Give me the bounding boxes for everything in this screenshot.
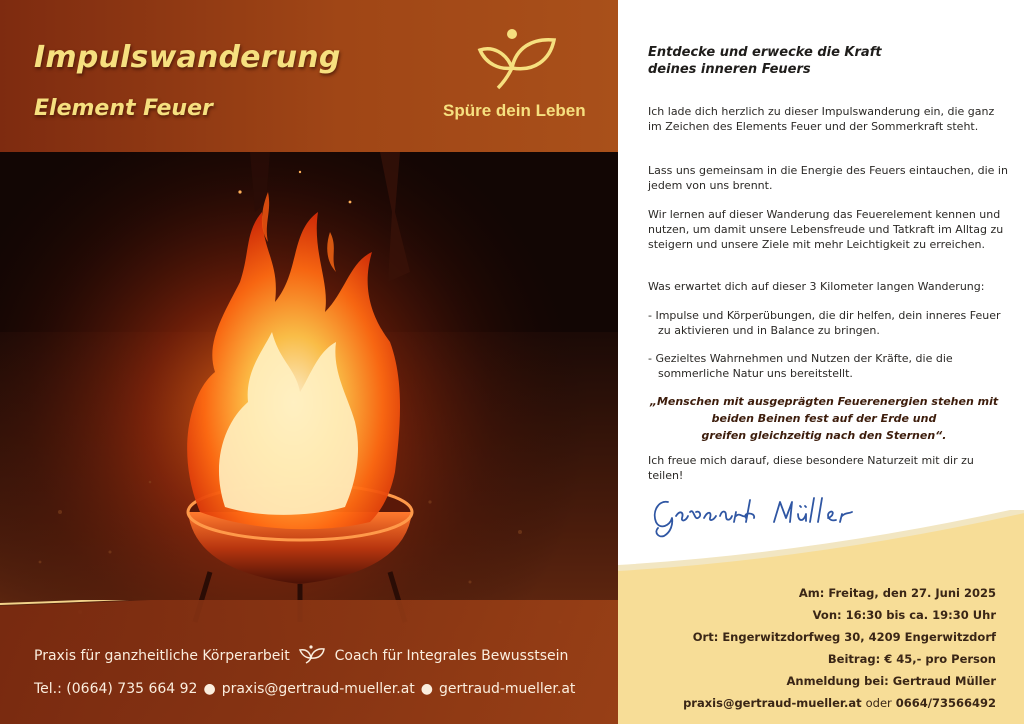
- flyer-title: Impulswanderung: [34, 40, 341, 75]
- lead-line-2: deines inneren Feuers: [648, 62, 811, 77]
- quote-line-2: beiden Beinen fest auf der Erde und: [711, 412, 937, 425]
- footer-contact: [34, 681, 575, 697]
- quote-line-1: „Menschen mit ausgeprägten Feuerenergien stehen mit: [649, 395, 999, 408]
- contact-or-text: oder: [865, 696, 892, 710]
- bullet-exercises: - Impulse und Körperübungen, die dir helfen, dein inneres Feuer zu aktivieren und in Balance zu bringen.: [648, 309, 1001, 337]
- practice-text: Praxis für ganzheitliche Körperarbeit: [34, 648, 290, 664]
- website-link[interactable]: gertraud-mueller.at: [439, 681, 576, 697]
- lead-line-1: Entdecke und erwecke die Kraft: [648, 45, 882, 60]
- event-time: Von: 16:30 bis ca. 19:30 Uhr: [812, 608, 996, 622]
- event-location: Ort: Engerwitzdorfweg 30, 4209 Engerwitzdorf: [692, 630, 996, 644]
- coach-text: Coach für Integrales Bewusstsein: [334, 648, 569, 664]
- separator-dot: ●: [420, 681, 433, 697]
- sprout-heart-mini-icon: [298, 644, 326, 664]
- flyer-right-panel: [618, 0, 1024, 724]
- quote: [648, 393, 1000, 444]
- event-date: Am: Freitag, den 27. Juni 2025: [798, 586, 996, 600]
- paragraph-expectations: Was erwartet dich auf dieser 3 Kilometer langen Wanderung:: [648, 280, 985, 293]
- flyer-subtitle: Element Feuer: [34, 96, 213, 121]
- event-fee: Beitrag: € 45,- pro Person: [827, 652, 996, 666]
- event-registration: Anmeldung bei: Gertraud Müller: [786, 674, 996, 688]
- lead-heading: [648, 44, 1008, 78]
- email-link[interactable]: praxis@gertraud-mueller.at: [221, 681, 415, 697]
- handwritten-signature: [646, 488, 876, 540]
- paragraph-closing: Ich freue mich darauf, diese besondere Naturzeit mit dir zu teilen!: [648, 454, 974, 482]
- footer-services: [34, 644, 568, 664]
- sprout-heart-logo-icon: [470, 22, 560, 92]
- bullet-nature: - Gezieltes Wahrnehmen und Nutzen der Kräfte, die die sommerliche Natur uns bereitstellt.: [648, 352, 953, 380]
- phone-text: Tel.: (0664) 735 664 92: [34, 681, 198, 697]
- paragraph-energy: Lass uns gemeinsam in die Energie des Feuers eintauchen, die in jedem von uns brennt.: [648, 164, 1008, 192]
- separator-dot: ●: [203, 681, 216, 697]
- contact-phone-link[interactable]: 0664/73566492: [895, 696, 996, 710]
- contact-email-link[interactable]: praxis@gertraud-mueller.at: [683, 696, 862, 710]
- paragraph-invitation: Ich lade dich herzlich zu dieser Impulswanderung ein, die ganz im Zeichen des Elements Feuer und der Sommerkraft steht.: [648, 105, 995, 133]
- event-contact: [616, 696, 996, 710]
- quote-line-3: greifen gleichzeitig nach den Sternen“.: [701, 429, 947, 442]
- paragraph-learning: Wir lernen auf dieser Wanderung das Feuerelement kennen und nutzen, um damit unsere Lebensfreude und Tatkraft im Alltag zu steigern und unsere Ziele mit mehr Leichtigkeit zu erreichen.: [648, 208, 1004, 251]
- tagline: Spüre dein Leben: [443, 101, 586, 120]
